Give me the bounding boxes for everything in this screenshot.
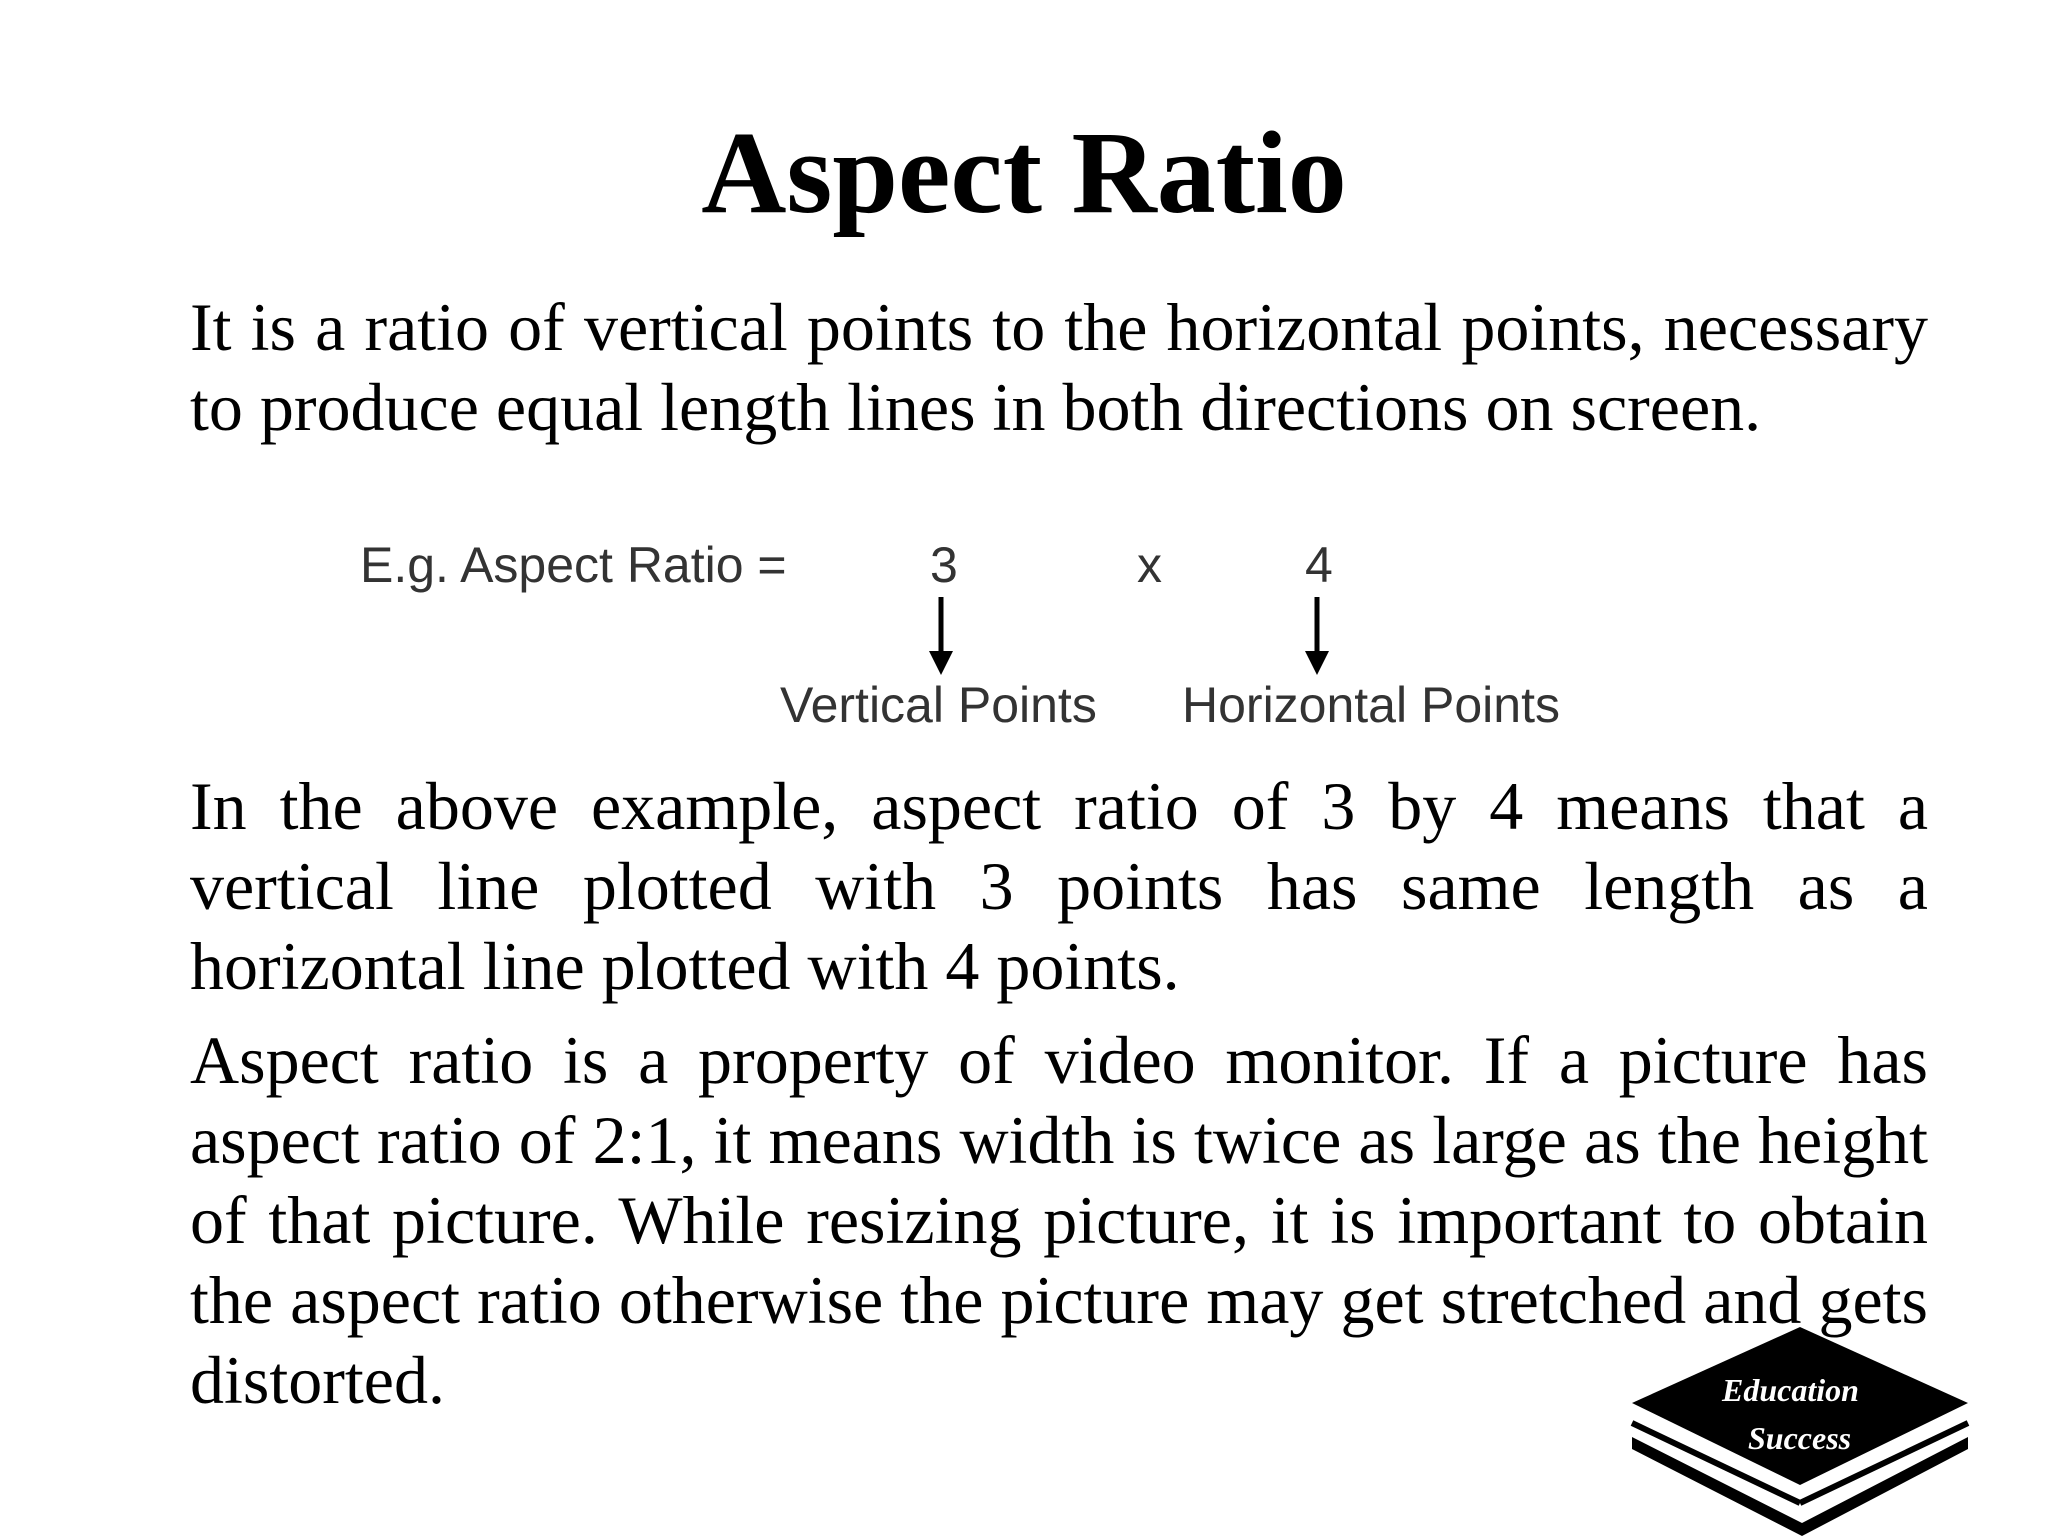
- vertical-points-caption: Vertical Points: [780, 677, 1097, 733]
- vertical-value: 3: [930, 537, 958, 593]
- down-arrow-icon: [926, 597, 956, 677]
- property-paragraph: Aspect ratio is a property of video monitor. If a picture has aspect ratio of 2:1, it means width is twice as large as the height of that picture. While resizing picture, it is important to obtain the aspect ratio otherwise the picture may get stretched and gets distorted.: [190, 1022, 1928, 1418]
- example-label: E.g. Aspect Ratio =: [360, 537, 787, 593]
- down-arrow-icon: [1302, 597, 1332, 677]
- logo-text-education: Education: [1722, 1372, 1859, 1408]
- multiply-operator: x: [1137, 537, 1162, 593]
- definition-paragraph: It is a ratio of vertical points to the horizontal points, necessary to produce equal length lines in both directions on screen.: [190, 289, 1928, 445]
- example-explanation-paragraph: In the above example, aspect ratio of 3 by 4 means that a vertical line plotted with 3 points has same length as a horizontal line plotted with 4 points.: [190, 768, 1928, 1004]
- logo-text-success: Success: [1748, 1420, 1852, 1456]
- horizontal-value: 4: [1305, 537, 1333, 593]
- horizontal-points-caption: Horizontal Points: [1182, 677, 1560, 733]
- slide-title: Aspect Ratio: [701, 107, 1347, 238]
